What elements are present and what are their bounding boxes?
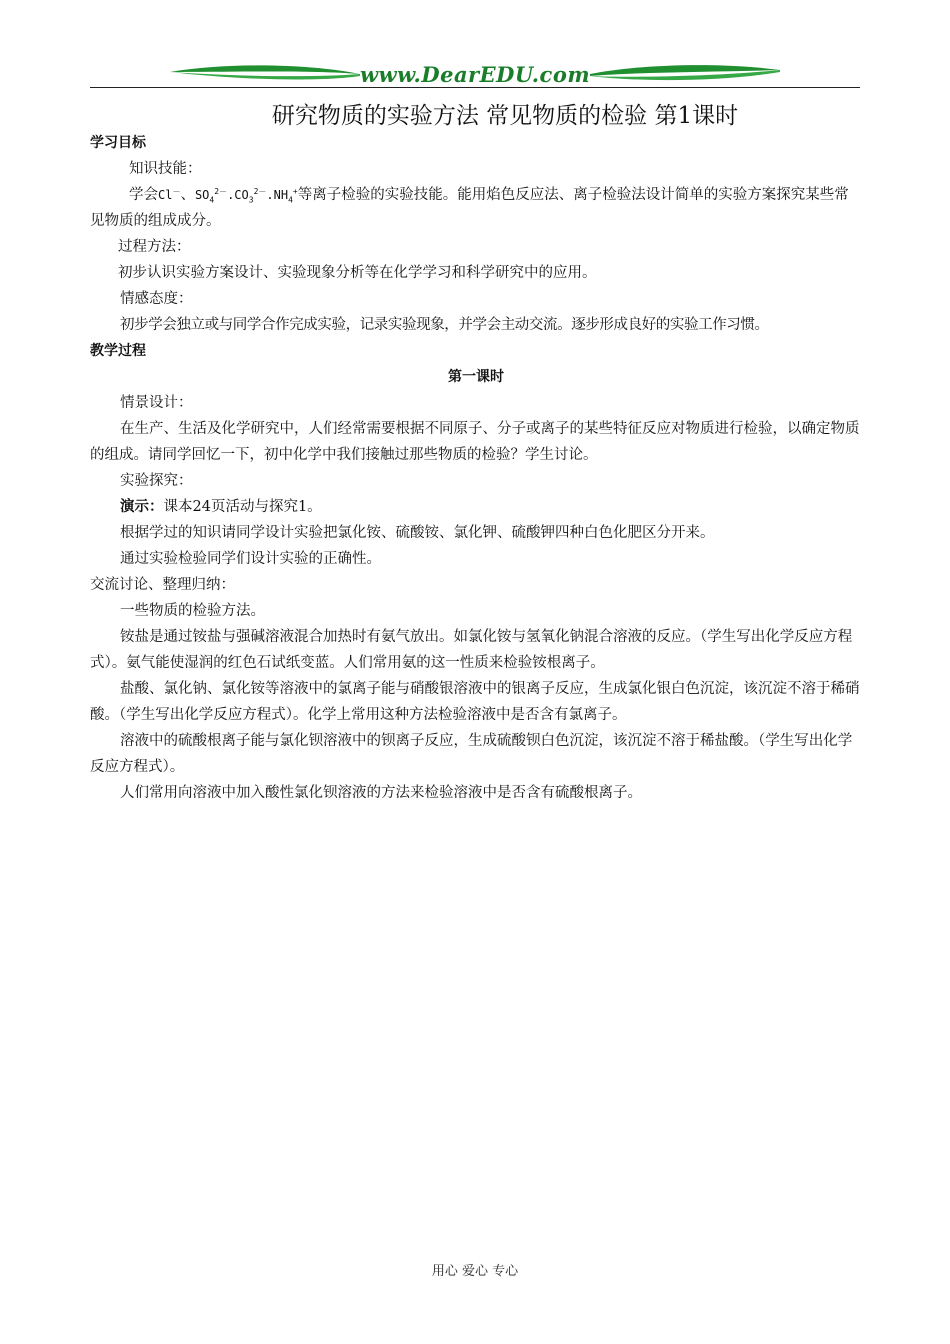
lesson-title: 第一课时: [448, 369, 504, 385]
ion-sulfate: $SO_4^{2-}$.: [194, 187, 235, 205]
sulfate-text: 溶液中的硫酸根离子能与氯化钡溶液中的钡离子反应，生成硫酸钡白色沉淀，该沉淀不溶于稀盐酸。（学生写出化学反应方程式）。: [90, 733, 853, 775]
process-text: 初步认识实验方案设计、实验现象分析等在化学学习和科学研究中的应用。: [118, 265, 597, 281]
document-body: [90, 130, 862, 806]
page-footer: 用心 爱心 专心: [431, 1264, 519, 1279]
ammonium-text: 铵盐是通过铵盐与强碱溶液混合加热时有氨气放出。如氯化铵与氢氧化钠混合溶液的反应。（学生写出化学反应方程式）。氨气能使湿润的红色石试纸变蓝。人们常用氨的这一性质来检验铵根离子。: [90, 629, 853, 671]
process-heading: 教学过程: [90, 343, 146, 359]
explore-label: 实验探究：: [120, 473, 193, 489]
knowledge-label: 知识技能：: [129, 161, 202, 177]
emotion-text: 初步学会独立或与同学合作完成实验，记录实验现象，并学会主动交流。逐步形成良好的实验工作习惯。: [120, 317, 769, 333]
demo-paragraph: [90, 494, 862, 520]
ion-carbonate: $CO_3^{2-}$.: [234, 187, 274, 205]
design-text: 根据学过的知识请同学设计实验把氯化铵、硫酸铵、氯化钾、硫酸钾四种白色化肥区分开来。: [120, 525, 715, 541]
ion-ammonium: $NH_4^+$: [273, 187, 298, 205]
sulfate-method-text: 人们常用向溶液中加入酸性氯化钡溶液的方法来检验溶液中是否含有硫酸根离子。: [120, 785, 642, 801]
methods-text: 一些物质的检验方法。: [120, 603, 265, 619]
scene-text: 在生产、生活及化学研究中，人们经常需要根据不同原子、分子或离子的某些特征反应对物质进行检验，以确定物质的组成。请同学回忆一下，初中化学中我们接触过那些物质的检验？学生讨论。: [90, 421, 860, 463]
chloride-text: 盐酸、氯化钠、氯化铵等溶液中的氯离子能与硝酸银溶液中的银离子反应，生成氯化银白色沉淀，该沉淀不溶于稀硝酸。（学生写出化学反应方程式）。化学上常用这种方法检验溶液中是否含有氯离子。: [90, 681, 860, 723]
site-url: www.DearEDU.com: [359, 62, 591, 87]
demo-label: 演示：: [120, 499, 164, 515]
page-header: [90, 60, 860, 90]
discuss-label: 交流讨论、整理归纳：: [90, 577, 235, 593]
demo-text: 课本24页活动与探究1。: [163, 499, 322, 515]
page-title: 研究物质的实验方法 常见物质的检验 第1课时: [271, 103, 739, 129]
ion-chloride: Cl－: [158, 187, 181, 202]
objectives-heading: 学习目标: [90, 135, 146, 151]
scene-label: 情景设计：: [120, 395, 193, 411]
header-divider: [90, 87, 860, 88]
verify-text: 通过实验检验同学们设计实验的正确性。: [120, 551, 381, 567]
emotion-label: 情感态度：: [120, 291, 193, 307]
process-label: 过程方法：: [118, 239, 191, 255]
knowledge-paragraph: 学会Cl－、$SO_4^{2-}.CO_3^{2-}.NH_4^+$等离子检验的实验技能。能用焰色反应法、离子检验法设计简单的实验方案探究某些常见物质的组成成分。: [90, 187, 849, 229]
